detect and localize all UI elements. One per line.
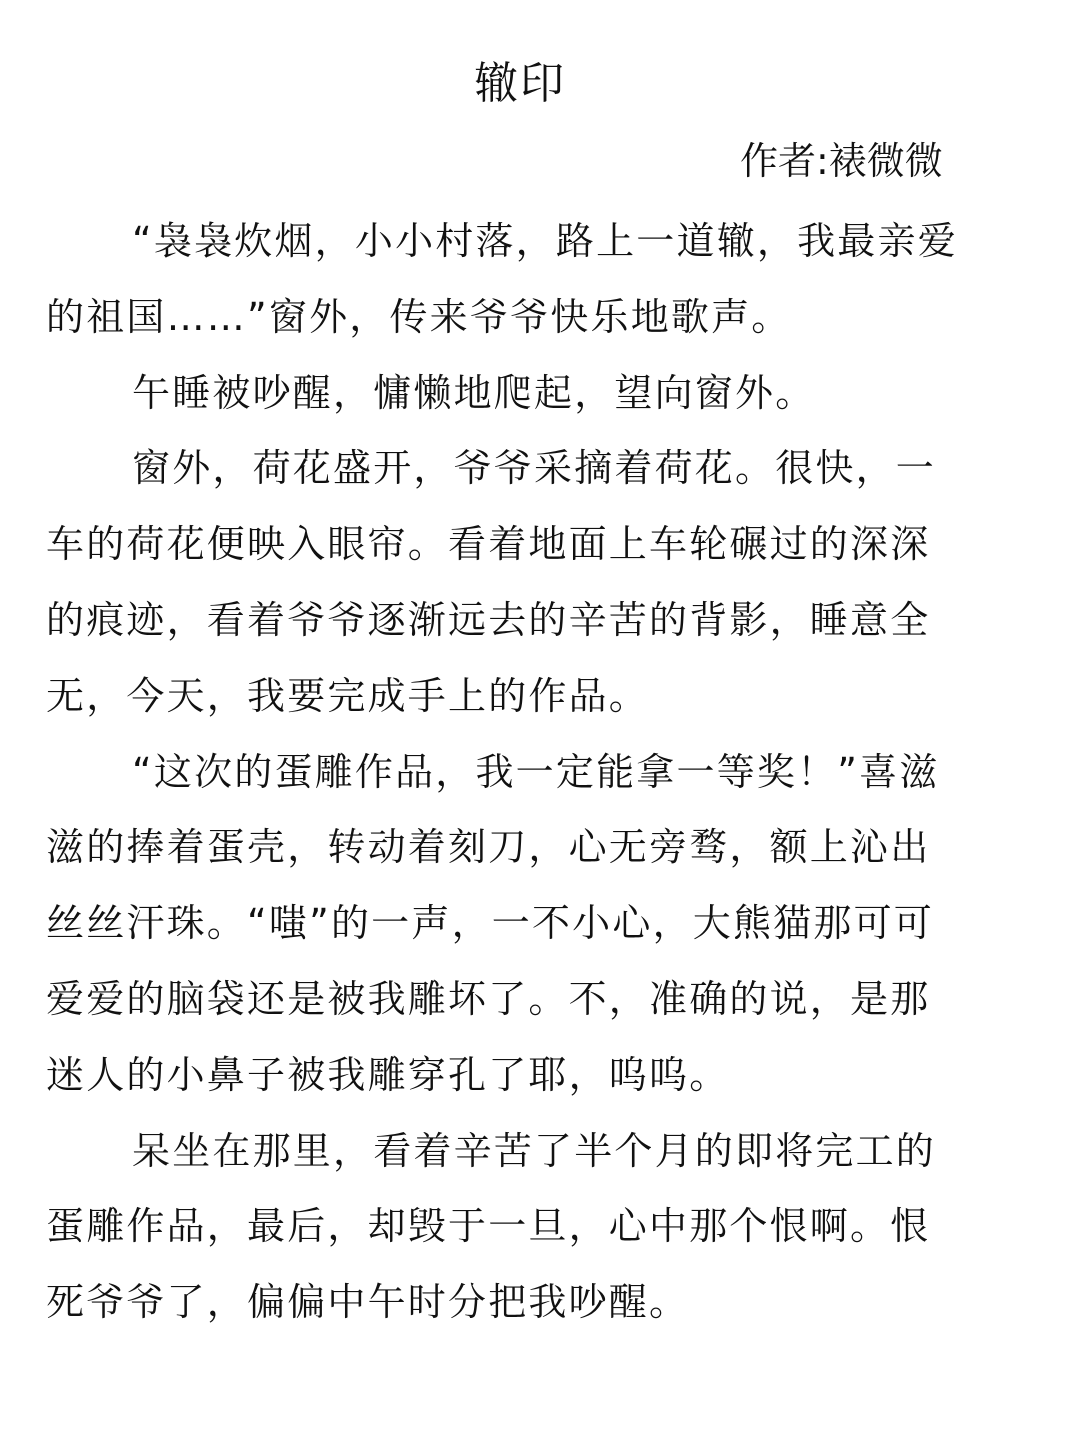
- text-line: “这次的蛋雕作品，我一定能拿一等奖！”喜滋: [132, 749, 940, 794]
- text-line: 车的荷花便映入眼帘。看着地面上车轮碾过的深深: [46, 522, 931, 567]
- text-line: 爱爱的脑袋还是被我雕坏了。不，准确的说，是那: [46, 976, 931, 1021]
- text-line: 无，今天，我要完成手上的作品。: [46, 673, 650, 718]
- text-line: 的痕迹，看着爷爷逐渐远去的辛苦的背影，睡意全: [46, 597, 931, 642]
- text-line: 窗外，荷花盛开，爷爷采摘着荷花。很快，一: [132, 446, 937, 491]
- text-line: 呆坐在那里，看着辛苦了半个月的即将完工的: [132, 1128, 937, 1173]
- text-line: 丝丝汗珠。“嗤”的一声，一不小心，大熊猫那可可: [46, 901, 934, 946]
- text-line: “袅袅炊烟，小小村落，路上一道辙，我最亲爱: [132, 219, 958, 263]
- text-line: 滋的捧着蛋壳，转动着刻刀，心无旁骛，额上沁出: [46, 825, 931, 870]
- author-line: 作者:裱微微: [740, 139, 943, 183]
- text-line: 死爷爷了，偏偏中午时分把我吵醒。: [46, 1280, 690, 1325]
- text-line: 的祖国……”窗外，传来爷爷快乐地歌声。: [46, 294, 792, 339]
- document-title: 辙印: [474, 58, 566, 109]
- text-line: 蛋雕作品，最后，却毁于一旦，心中那个恨啊。恨: [46, 1204, 931, 1249]
- body-text: [46, 204, 1046, 1341]
- text-line: 午睡被吵醒，慵懒地爬起，望向窗外。: [132, 370, 816, 415]
- text-line: 迷人的小鼻子被我雕穿孔了耶，呜呜。: [46, 1052, 730, 1097]
